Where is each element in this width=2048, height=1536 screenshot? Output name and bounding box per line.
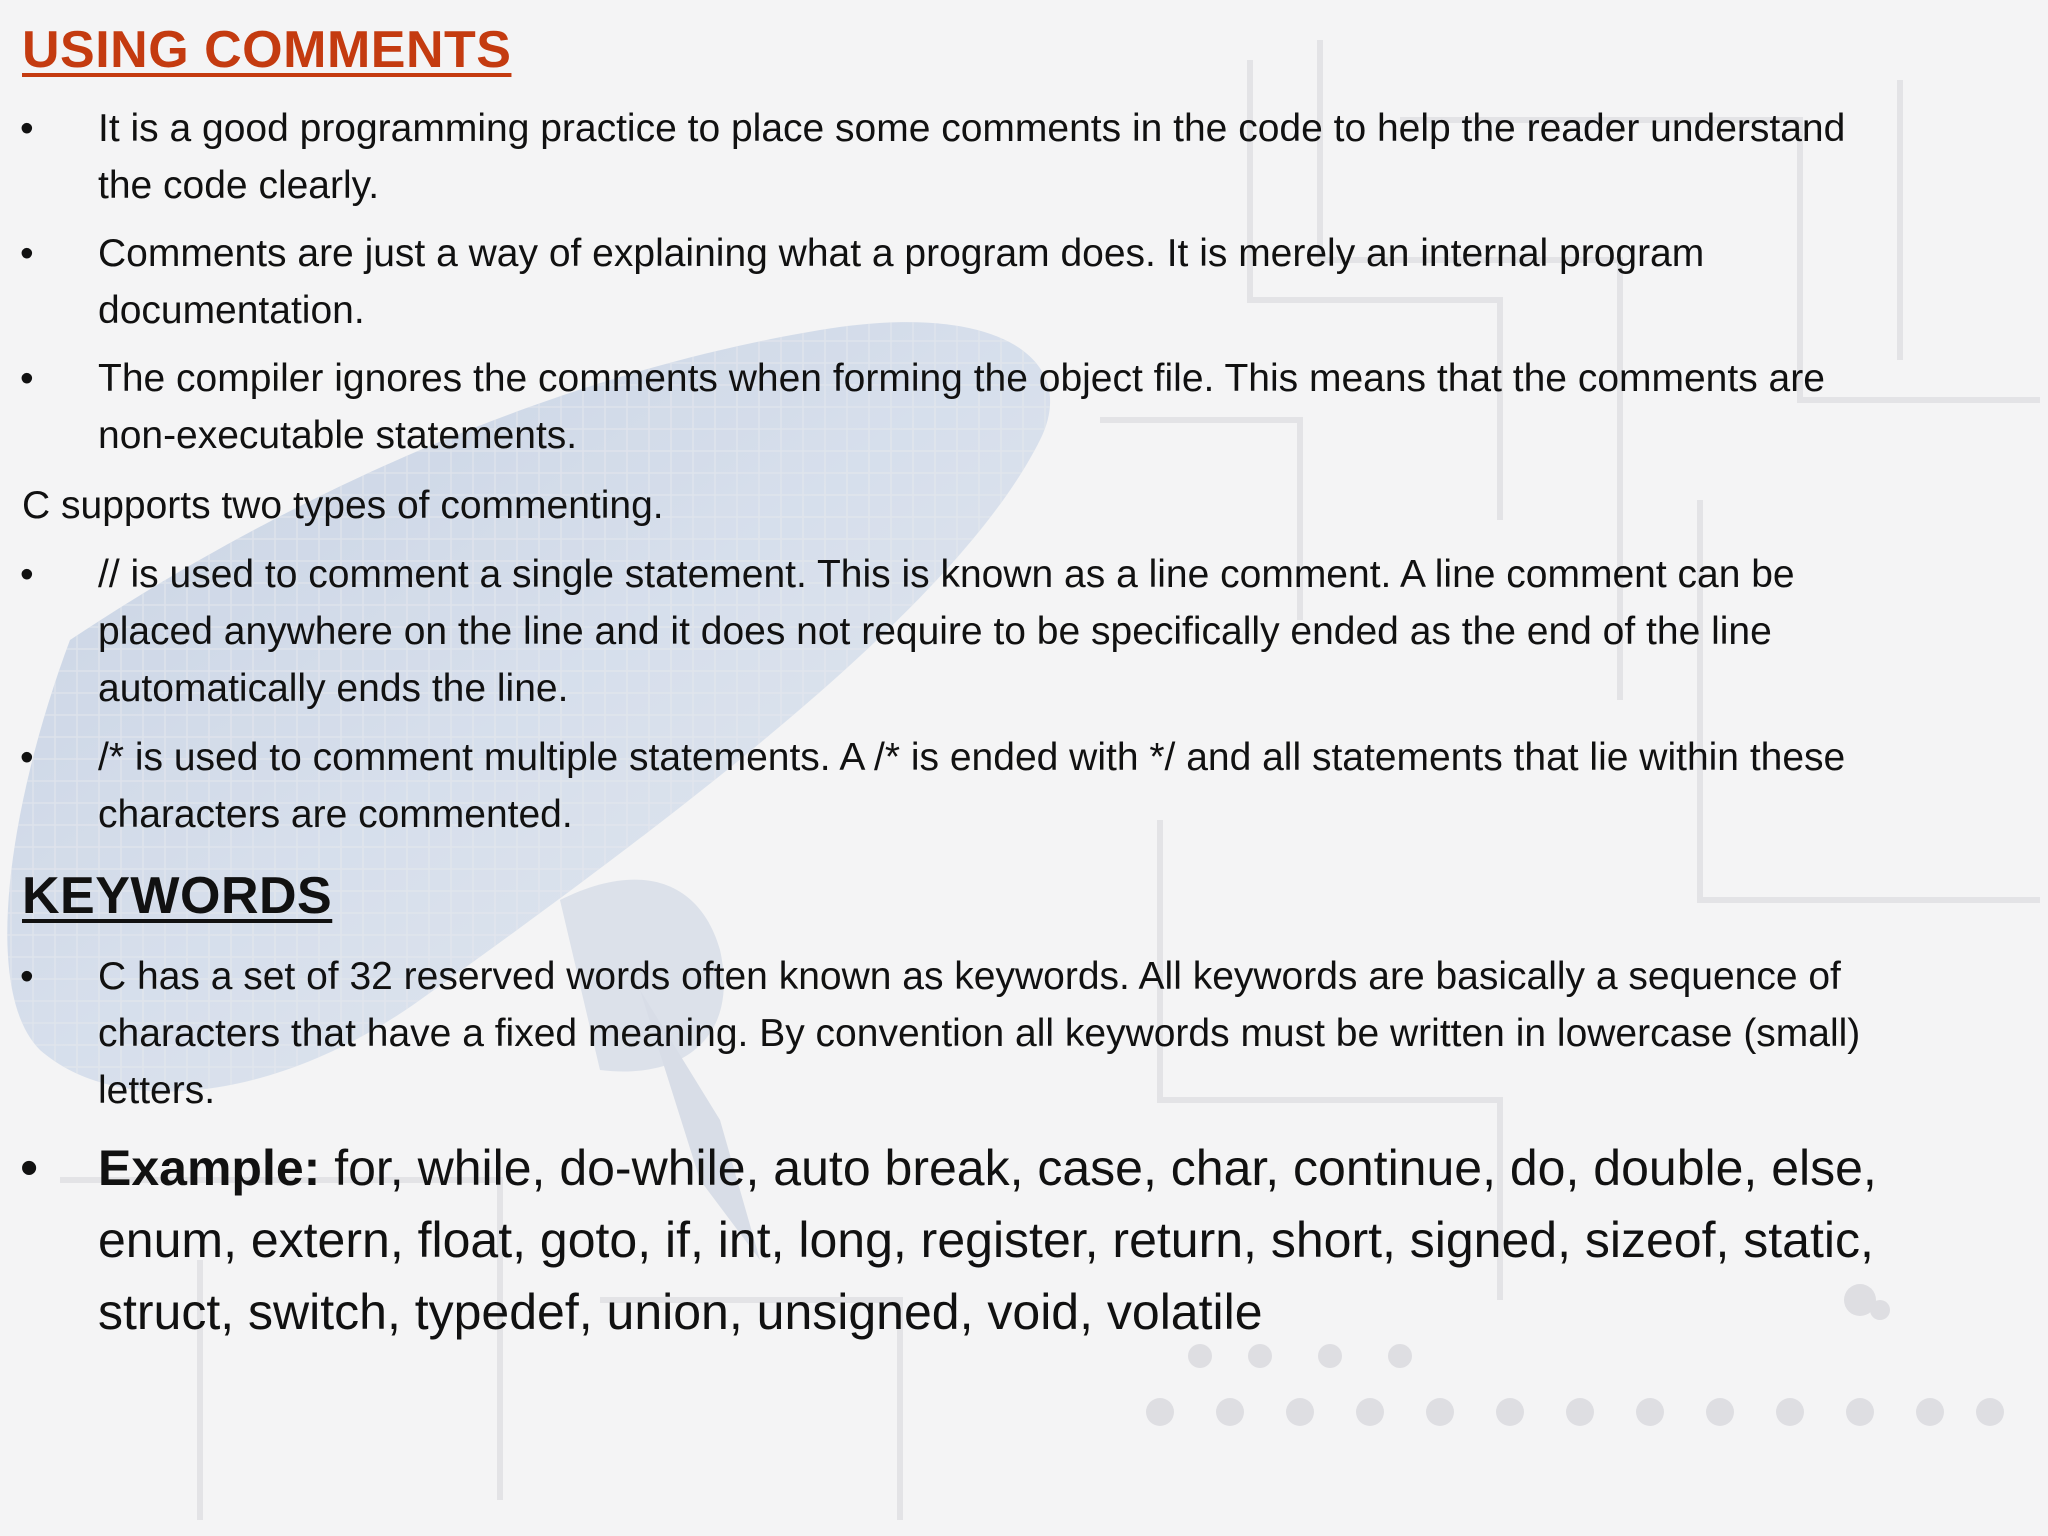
text-line: It is a good programming practice to place some comments in the code to help the reader understand: [98, 107, 1846, 150]
bullet-text: [98, 225, 2028, 339]
text-line: characters that have a fixed meaning. By convention all keywords must be written in lowercase (small): [98, 1012, 1861, 1055]
text-line: characters are commented.: [98, 793, 573, 836]
text-line: [98, 1132, 2028, 1204]
keyword-list: struct, switch, typedef, union, unsigned, void, volatile: [98, 1284, 1263, 1340]
bullet-icon: •: [20, 736, 34, 779]
commenting-intro: C supports two types of commenting.: [22, 484, 664, 527]
text-line: the code clearly.: [98, 164, 380, 207]
bullet-icon: •: [20, 553, 34, 596]
text-line: Comments are just a way of explaining what a program does. It is merely an internal program: [98, 232, 1705, 275]
text-line: The compiler ignores the comments when forming the object file. This means that the comments are: [98, 357, 1825, 400]
text-line: C has a set of 32 reserved words often known as keywords. All keywords are basically a sequence of: [98, 955, 1841, 998]
keyword-list: enum, extern, float, goto, if, int, long, register, return, short, signed, sizeof, static,: [98, 1212, 1874, 1268]
example-label: Example:: [98, 1140, 321, 1196]
text-line: documentation.: [98, 289, 365, 332]
bullet-icon: •: [20, 107, 34, 150]
text-line: automatically ends the line.: [98, 667, 569, 710]
text-line: letters.: [98, 1069, 216, 1112]
text-line: placed anywhere on the line and it does not require to be specifically ended as the end of the line: [98, 610, 1772, 653]
bullet-icon: •: [20, 955, 34, 998]
text-line: /* is used to comment multiple statements. A /* is ended with */ and all statements that lie within these: [98, 736, 1846, 779]
bullet-text: [98, 729, 2028, 843]
bullet-icon: •: [20, 1139, 39, 1197]
bullet-icon: •: [20, 357, 34, 400]
bullet-icon: •: [20, 232, 34, 275]
text-line: // is used to comment a single statement. This is known as a line comment. A line comment can be: [98, 553, 1795, 596]
bullet-text: [98, 1132, 2028, 1348]
keyword-list: for, while, do-while, auto break, case, char, continue, do, double, else,: [320, 1140, 1877, 1196]
section-title-keywords: KEYWORDS: [22, 867, 333, 925]
bullet-text: [98, 350, 2028, 464]
bullet-text: [98, 100, 2028, 214]
text-line: non-executable statements.: [98, 414, 578, 457]
bullet-text: [98, 546, 2028, 717]
bullet-text: [98, 948, 2028, 1119]
section-title-using-comments: USING COMMENTS: [22, 21, 512, 79]
